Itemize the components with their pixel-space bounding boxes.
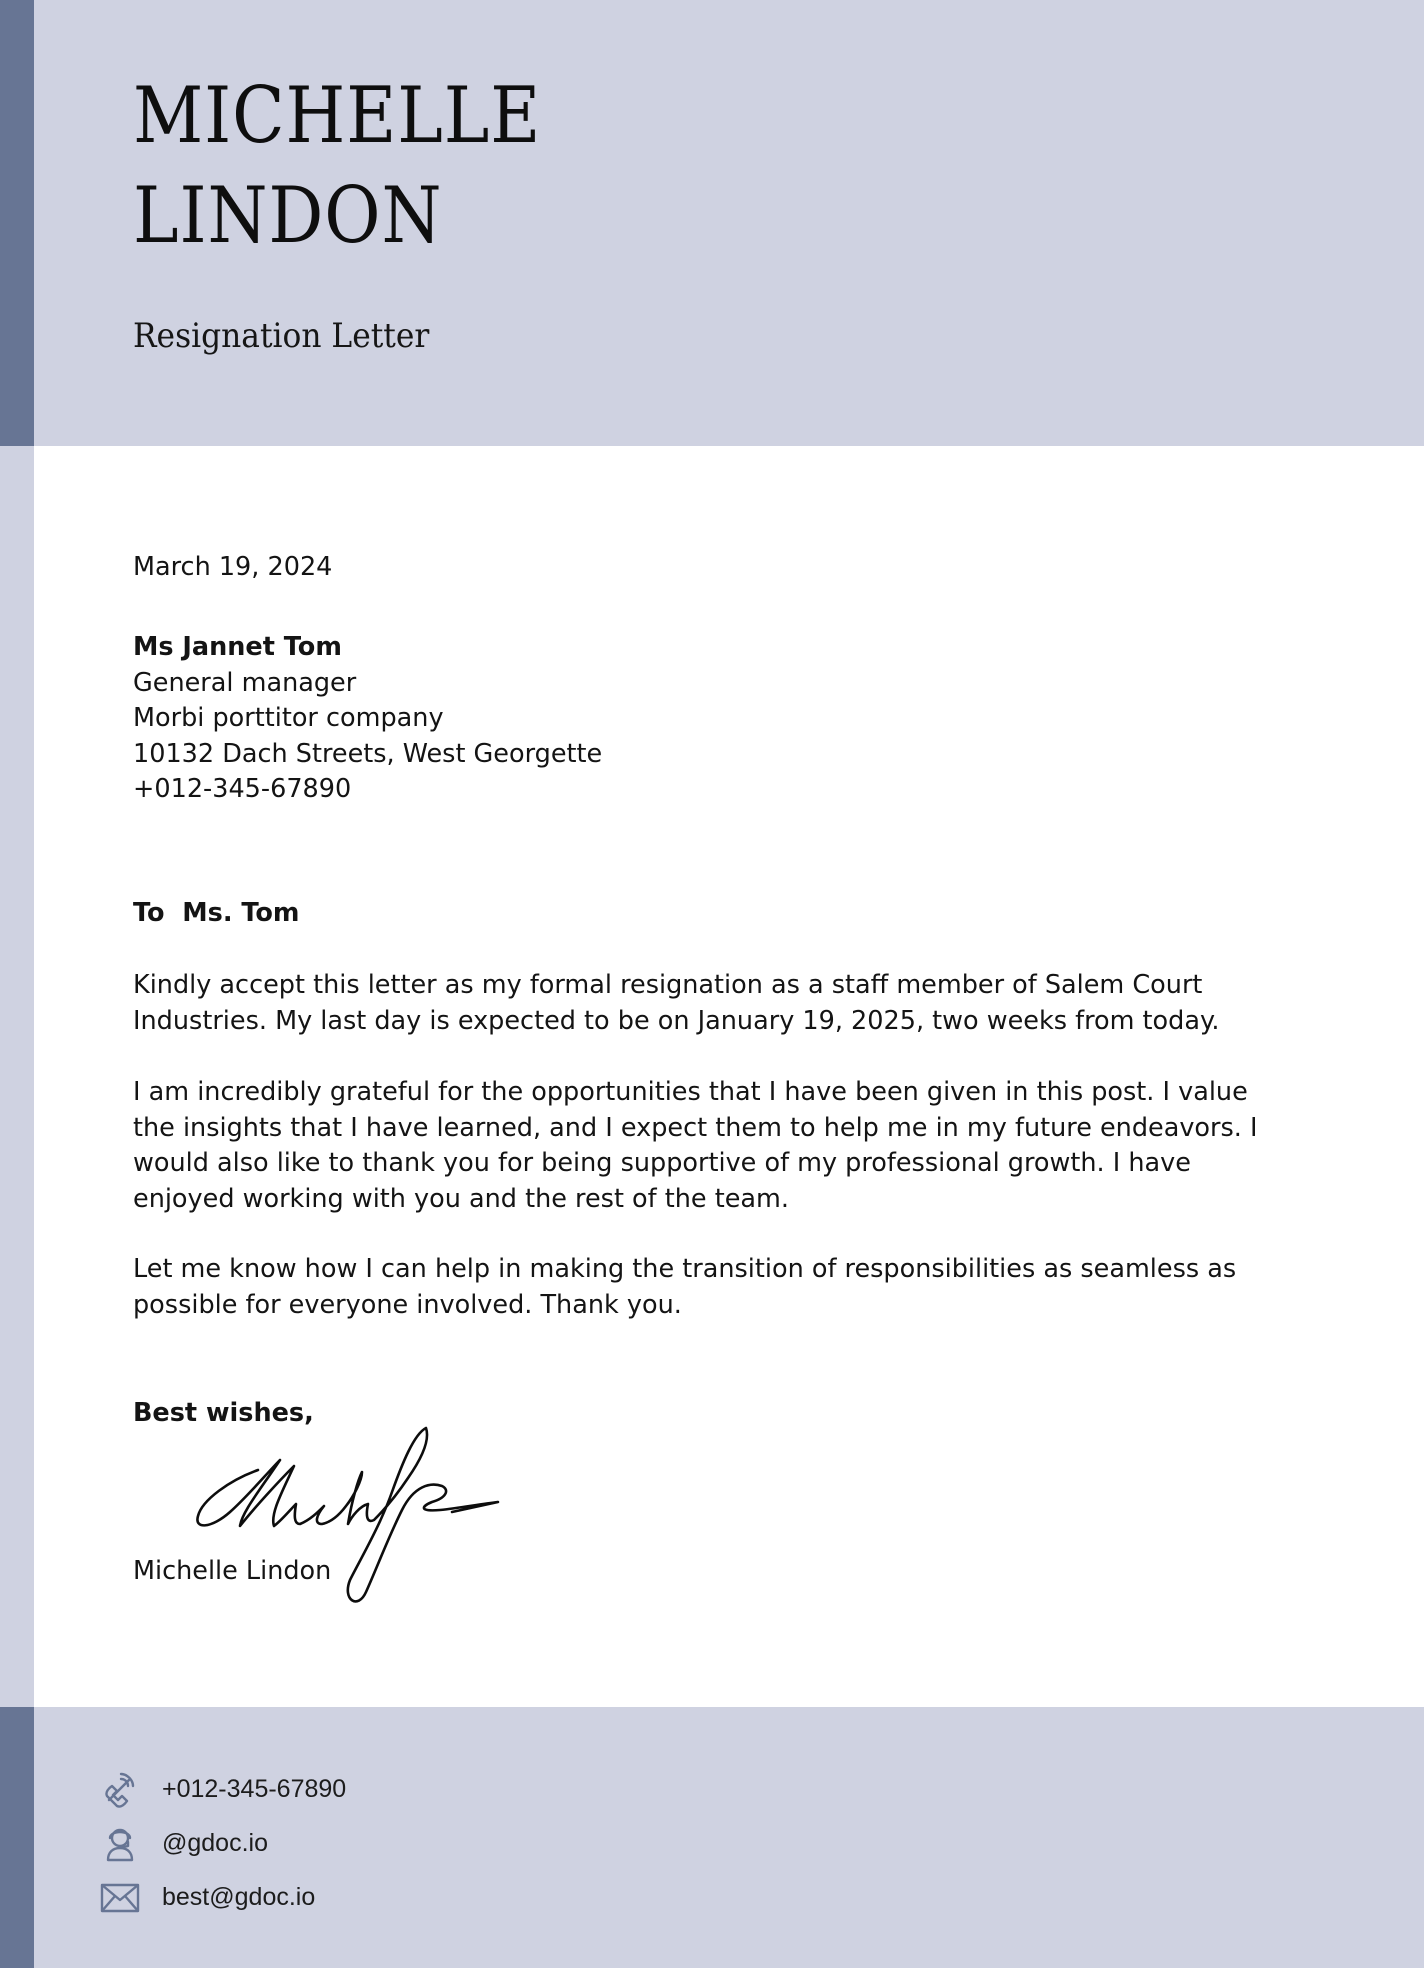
sender-name bbox=[133, 66, 541, 266]
letter-paragraph: Kindly accept this letter as my formal resignation as a staff member of Salem Court Industries. My last day is expected to be on January 19, 2025, two weeks from today. bbox=[133, 970, 1220, 1036]
letter-paragraph: Let me know how I can help in making the transition of responsibilities as seamless as possible for everyone involved. Thank you. bbox=[133, 1254, 1237, 1320]
recipient-position: General manager bbox=[133, 667, 357, 698]
left-accent-top bbox=[0, 0, 34, 446]
sender-name-line2: LINDON bbox=[133, 171, 443, 261]
left-accent-strip bbox=[0, 0, 34, 1968]
mail-icon bbox=[99, 1876, 141, 1918]
recipient-company: Morbi porttitor company bbox=[133, 703, 444, 733]
document-title: Resignation Letter bbox=[133, 316, 430, 356]
recipient-block bbox=[133, 630, 602, 808]
contact-phone bbox=[99, 1767, 347, 1811]
contact-phone-value: +012-345-67890 bbox=[162, 1774, 347, 1803]
phone-icon bbox=[99, 1768, 141, 1810]
letter-paragraph: I am incredibly grateful for the opportunities that I have been given in this post. I value the insights that I have learned, and I expect them to help me in my future endeavors. I would also like to thank you for being supportive of my professional growth. I have enjoyed working with you and the rest of the team. bbox=[133, 1077, 1258, 1214]
signer-name: Michelle Lindon bbox=[133, 1556, 332, 1586]
contact-email-value: best@gdoc.io bbox=[162, 1882, 316, 1911]
letter-date: March 19, 2024 bbox=[133, 552, 333, 582]
left-accent-bottom bbox=[0, 1707, 34, 1968]
closing: Best wishes, bbox=[133, 1398, 314, 1428]
recipient-phone: +012-345-67890 bbox=[133, 774, 352, 804]
user-icon bbox=[99, 1822, 141, 1864]
contact-handle-value: @gdoc.io bbox=[162, 1828, 268, 1857]
contact-handle bbox=[99, 1821, 268, 1865]
sender-name-line1: MICHELLE bbox=[133, 71, 542, 161]
letter-header bbox=[34, 0, 1424, 446]
recipient-name: Ms Jannet Tom bbox=[133, 632, 342, 662]
recipient-address: 10132 Dach Streets, West Georgette bbox=[133, 738, 603, 769]
contact-email bbox=[99, 1875, 316, 1919]
salutation: To Ms. Tom bbox=[133, 898, 300, 928]
